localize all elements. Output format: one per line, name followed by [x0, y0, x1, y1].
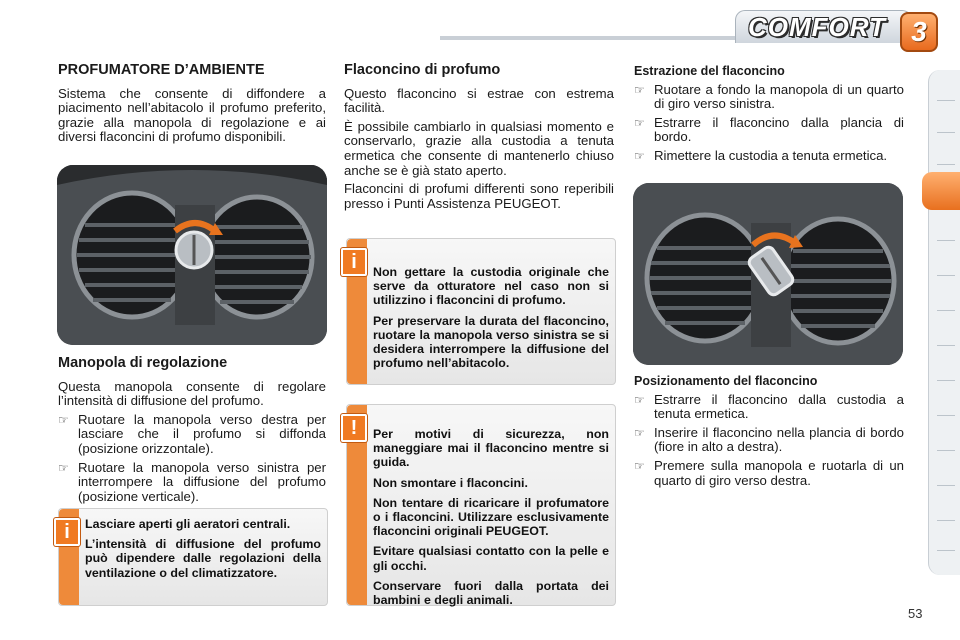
- right-column-extraction: [634, 64, 904, 168]
- extraction-title: Estrazione del flaconcino: [634, 64, 785, 78]
- list-item: ☞ Premere sulla manopola e ruotarla di un quarto di giro verso destra.: [634, 457, 904, 488]
- list-item: ☞ Ruotare a fondo la manopola di un quarto di giro verso sinistra.: [634, 81, 904, 112]
- positioning-title: Posizionamento del flaconcino: [634, 374, 818, 388]
- pointing-hand-icon: ☞: [634, 425, 645, 440]
- positioning-list: [634, 393, 904, 489]
- note-line: Conservare fuori dalla portata dei bambini e degli animali.: [373, 578, 609, 608]
- pointing-hand-icon: ☞: [634, 458, 645, 473]
- bottle-removal-photo: [633, 183, 903, 365]
- note-line: Non smontare i flaconcini.: [373, 475, 528, 490]
- knob-section-title: Manopola di regolazione: [58, 355, 228, 371]
- list-item: ☞ Estrarre il flaconcino dalla custodia a tenuta ermetica.: [634, 391, 904, 422]
- section-title-perfume-diffuser: PROFUMATORE D’AMBIENTE: [58, 62, 265, 78]
- chapter-side-tabs[interactable]: [928, 70, 960, 575]
- note-line: Evitare qualsiasi contatto con la pelle e gli occhi.: [373, 544, 609, 573]
- note-line: Per motivi di sicurezza, non maneggiare mai il flaconcino mentre si guida.: [373, 427, 609, 470]
- note-line: Per preservare la durata del flaconcino, ruotare la manopola verso sinistra se si desidera interrompere la diffusione del profumo nell’abitacolo.: [373, 313, 609, 371]
- bottle-section-title: Flaconcino di profumo: [344, 62, 501, 78]
- pointing-hand-icon: ☞: [634, 148, 645, 163]
- bottle-paragraph: Questo flaconcino si estrae con estrema facilità.: [344, 85, 614, 116]
- list-item: ☞ Rimettere la custodia a tenuta ermetica.: [634, 147, 888, 163]
- vent-knob-photo: [57, 165, 327, 345]
- pointing-hand-icon: ☞: [634, 392, 645, 407]
- left-column: [58, 63, 326, 149]
- list-item: ☞ Estrarre il flaconcino dalla plancia di bordo.: [634, 114, 904, 145]
- info-note-vents: [58, 508, 328, 606]
- bottle-paragraph: Flaconcini di profumi differenti sono reperibili presso i Punti Assistenza PEUGEOT.: [344, 181, 614, 211]
- info-icon: i: [54, 518, 80, 546]
- info-note-bottle: [346, 238, 616, 385]
- knob-instructions-list: [58, 413, 326, 505]
- warning-note-safety: [346, 404, 616, 606]
- page-number: 53: [908, 606, 923, 621]
- pointing-hand-icon: ☞: [58, 460, 69, 475]
- bottle-paragraph: È possibile cambiarlo in qualsiasi momento e conservarlo, grazie alla custodia a tenuta ermetica che consente di mantenerlo chiuso anche se è già stato aperto.: [344, 118, 614, 178]
- chapter-number-badge: 3: [900, 12, 938, 52]
- warning-icon: !: [341, 414, 367, 442]
- info-icon: i: [341, 248, 367, 276]
- side-tab-active-chapter[interactable]: [922, 172, 960, 210]
- pointing-hand-icon: ☞: [634, 115, 645, 130]
- right-column-positioning: [634, 374, 904, 492]
- knob-section: [58, 356, 326, 508]
- list-item: ☞ Inserire il flaconcino nella plancia di bordo (fiore in alto a destra).: [634, 424, 904, 455]
- note-line: L’intensità di diffusione del profumo può dipendere dalle regolazioni della ventilazione o del climatizzatore.: [85, 537, 321, 580]
- list-item: ☞ Ruotare la manopola verso destra per lasciare che il profumo si diffonda (posizione orizzontale).: [58, 411, 326, 456]
- middle-column: [344, 63, 614, 215]
- list-item: ☞ Ruotare la manopola verso sinistra per interrompere la diffusione del profumo (posizione verticale).: [58, 459, 326, 504]
- extraction-list: [634, 83, 904, 164]
- pointing-hand-icon: ☞: [634, 82, 645, 97]
- note-line: Lasciare aperti gli aeratori centrali.: [85, 517, 291, 531]
- knob-intro: Questa manopola consente di regolare l’intensità di diffusione del profumo.: [58, 378, 326, 409]
- note-line: Non tentare di ricaricare il profumatore o i flaconcini. Utilizzare esclusivamente flaconcini originali PEUGEOT.: [373, 495, 609, 539]
- chapter-title: COMFORT: [748, 12, 886, 42]
- note-line: Non gettare la custodia originale che serve da otturatore nel caso non si utilizzino i flaconcini di profumo.: [373, 265, 609, 308]
- intro-paragraph: Sistema che consente di diffondere a piacimento nell’abitacolo il profumo preferito, grazie alla manopola di regolazione e ai diversi flaconcini di profumo disponibili.: [58, 85, 326, 145]
- pointing-hand-icon: ☞: [58, 412, 69, 427]
